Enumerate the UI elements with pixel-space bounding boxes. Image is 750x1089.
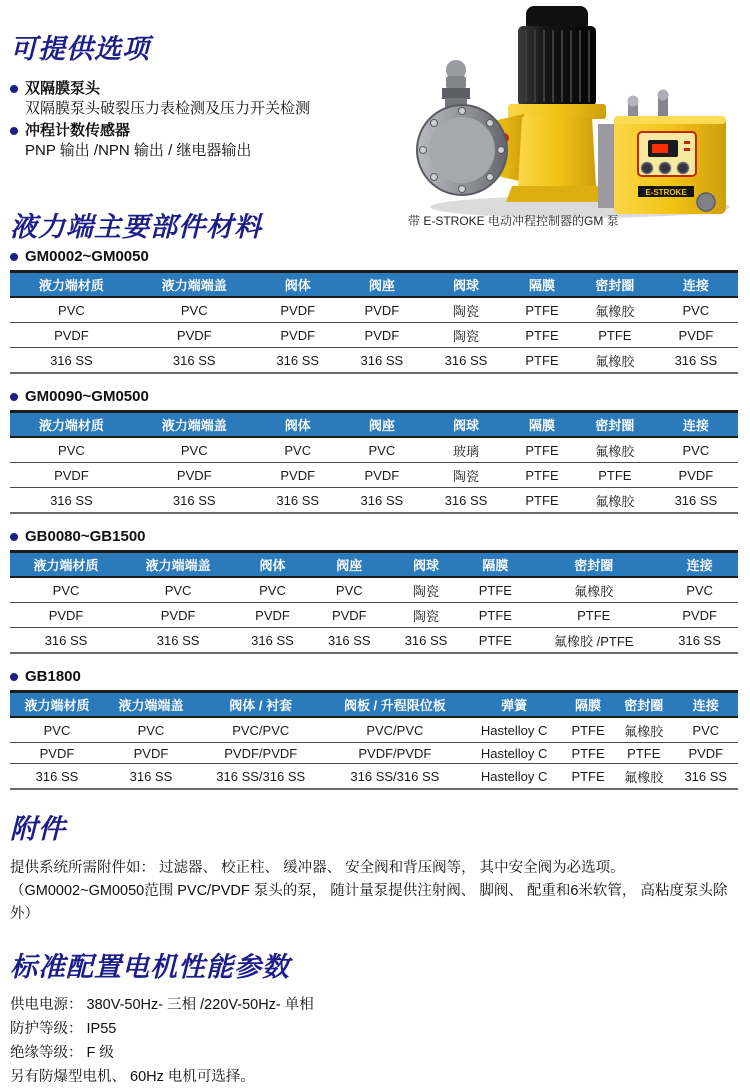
pump-base	[506, 186, 608, 202]
material-cell: Hastelloy C	[466, 743, 562, 764]
table-model-text: GM0090~GM0500	[25, 388, 149, 406]
bottom-gland	[697, 193, 715, 211]
valve-nut	[446, 76, 466, 89]
bullet-icon	[10, 127, 18, 135]
option-item	[10, 121, 410, 161]
header-cell: 液力端端盖	[104, 692, 198, 718]
accessories-line: （GM0002~GM0050范围 PVC/PVDF 泵头的泵， 随计量泵提供注射阀、 脚阀、 配重和6米软管， 高粘度泵头除外）	[10, 883, 728, 923]
materials-table-block	[10, 668, 740, 790]
table-row	[10, 437, 738, 463]
header-cell: 液力端材质	[10, 692, 104, 718]
header-cell: 隔膜	[464, 552, 526, 578]
table-model-label	[10, 388, 740, 405]
material-cell: PVDF	[340, 463, 424, 488]
material-cell: 陶瓷	[424, 463, 508, 488]
material-cell: 陶瓷	[388, 603, 465, 628]
material-cell: PVC	[654, 437, 738, 463]
table-model-label	[10, 248, 740, 265]
material-cell: 316 SS	[340, 348, 424, 374]
material-cell: 316 SS	[10, 764, 104, 790]
material-cell: 316 SS/316 SS	[324, 764, 467, 790]
material-cell: PVC	[234, 577, 311, 603]
bullet-icon	[10, 253, 18, 261]
material-cell: PVC	[654, 297, 738, 323]
materials-table-block	[10, 528, 740, 654]
option-label: 双隔膜泵头	[25, 80, 101, 98]
material-cell: PVDF	[340, 297, 424, 323]
options-section	[10, 34, 410, 163]
material-cell: PVDF	[654, 323, 738, 348]
mount-plate	[598, 124, 616, 208]
material-cell: 316 SS	[311, 628, 388, 654]
material-cell: 氟橡胶	[526, 577, 661, 603]
material-cell: PTFE	[562, 764, 614, 790]
header-cell: 隔膜	[508, 412, 576, 438]
header-cell: 连接	[654, 272, 738, 298]
option-detail: PNP 输出 /NPN 输出 / 继电器输出	[25, 142, 252, 160]
accessories-section	[10, 814, 740, 926]
material-cell: 316 SS	[340, 488, 424, 514]
header-cell: 阀板 / 升程限位板	[324, 692, 467, 718]
material-cell: PVDF	[256, 463, 340, 488]
table-row	[10, 764, 738, 790]
header-cell: 阀座	[340, 272, 424, 298]
materials-section	[10, 212, 740, 790]
accessories-title: 附件	[10, 814, 66, 845]
material-cell: 陶瓷	[424, 323, 508, 348]
table-row	[10, 743, 738, 764]
header-cell: 密封圈	[576, 412, 654, 438]
pump-photo	[400, 0, 750, 229]
material-cell: PVDF/PVDF	[324, 743, 467, 764]
materials-table-block	[10, 388, 740, 514]
brand-label: E-STROKE	[645, 188, 687, 197]
material-cell: 陶瓷	[424, 297, 508, 323]
table-row	[10, 463, 738, 488]
bullet-icon	[10, 85, 18, 93]
material-cell: PTFE	[576, 323, 654, 348]
materials-table	[10, 410, 738, 514]
table-row	[10, 717, 738, 743]
material-cell: 316 SS	[10, 488, 133, 514]
material-cell: 316 SS	[256, 348, 340, 374]
options-title: 可提供选项	[10, 34, 150, 64]
material-cell: PVDF	[311, 603, 388, 628]
material-cell: 陶瓷	[388, 577, 465, 603]
pump-caption: 带 E-STROKE 电动冲程控制器的GM 泵	[408, 214, 619, 228]
table-row	[10, 577, 738, 603]
material-cell: 316 SS	[133, 348, 256, 374]
table-model-text: GM0002~GM0050	[25, 248, 149, 266]
header-cell: 液力端端盖	[133, 412, 256, 438]
materials-tables	[10, 248, 740, 790]
motor-section	[10, 952, 740, 1089]
header-cell: 阀体	[256, 412, 340, 438]
material-cell: PTFE	[508, 323, 576, 348]
material-cell: 316 SS	[674, 764, 738, 790]
material-cell: 316 SS	[234, 628, 311, 654]
cable-gland-top	[658, 90, 669, 101]
motor-spec-line: 供电电源： 380V-50Hz- 三相 /220V-50Hz- 单相	[10, 997, 314, 1014]
header-cell: 阀座	[340, 412, 424, 438]
material-cell: PTFE	[526, 603, 661, 628]
material-cell: PVDF	[10, 743, 104, 764]
materials-table-block	[10, 248, 740, 374]
material-cell: PTFE	[508, 488, 576, 514]
material-cell: 氟橡胶	[576, 437, 654, 463]
material-cell: PVC	[10, 577, 122, 603]
panel-mark	[684, 148, 690, 151]
table-row	[10, 297, 738, 323]
header-cell: 弹簧	[466, 692, 562, 718]
material-cell: 316 SS	[10, 348, 133, 374]
materials-title: 液力端主要部件材料	[10, 212, 262, 242]
header-cell: 阀体	[256, 272, 340, 298]
material-cell: PVDF/PVDF	[198, 743, 324, 764]
material-cell: 氟橡胶	[614, 764, 674, 790]
material-cell: 316 SS	[424, 348, 508, 374]
option-detail: 双隔膜泵头破裂压力表检测及压力开关检测	[25, 100, 311, 118]
header-cell: 阀体 / 衬套	[198, 692, 324, 718]
material-cell: PVC	[661, 577, 738, 603]
material-cell: PVDF	[340, 323, 424, 348]
material-cell: PVC	[340, 437, 424, 463]
materials-table	[10, 690, 738, 790]
material-cell: PVDF	[256, 323, 340, 348]
material-cell: 氟橡胶	[576, 488, 654, 514]
header-cell: 密封圈	[526, 552, 661, 578]
header-cell: 连接	[661, 552, 738, 578]
material-cell: 316 SS	[122, 628, 234, 654]
material-cell: 316 SS	[388, 628, 465, 654]
header-cell: 隔膜	[508, 272, 576, 298]
material-cell: PTFE	[562, 743, 614, 764]
option-label: 冲程计数传感器	[25, 122, 131, 140]
material-cell: PTFE	[464, 577, 526, 603]
material-cell: PVDF	[674, 743, 738, 764]
material-cell: PVC	[10, 437, 133, 463]
material-cell: PVDF	[104, 743, 198, 764]
table-header-row	[10, 272, 738, 298]
material-cell: PVC	[104, 717, 198, 743]
table-model-text: GB0080~GB1500	[25, 528, 146, 546]
header-cell: 阀体	[234, 552, 311, 578]
material-cell: 316 SS	[654, 348, 738, 374]
header-cell: 液力端材质	[10, 552, 122, 578]
header-cell: 密封圈	[576, 272, 654, 298]
materials-table	[10, 270, 738, 374]
material-cell: PVC	[311, 577, 388, 603]
motor-body	[518, 26, 596, 106]
material-cell: PVDF	[10, 463, 133, 488]
material-cell: Hastelloy C	[466, 764, 562, 790]
table-header-row	[10, 412, 738, 438]
bullet-icon	[10, 533, 18, 541]
material-cell: PVDF	[661, 603, 738, 628]
header-cell: 连接	[654, 412, 738, 438]
header-cell: 隔膜	[562, 692, 614, 718]
diaphragm-head-inner	[429, 117, 495, 183]
table-header-row	[10, 692, 738, 718]
pump-illustration	[400, 0, 750, 218]
header-cell: 阀球	[424, 272, 508, 298]
material-cell: 316 SS	[661, 628, 738, 654]
material-cell: 316 SS	[133, 488, 256, 514]
material-cell: PVDF	[133, 323, 256, 348]
motor-spec-line: 另有防爆型电机、 60Hz 电机可选择。	[10, 1069, 255, 1086]
controller-box-top	[614, 116, 726, 124]
material-cell: PVC	[674, 717, 738, 743]
material-cell: PVC	[10, 297, 133, 323]
motor-spec-line: 绝缘等级： F 级	[10, 1045, 114, 1062]
material-cell: PVC/PVC	[324, 717, 467, 743]
header-cell: 液力端材质	[10, 272, 133, 298]
material-cell: 316 SS	[256, 488, 340, 514]
material-cell: 316 SS/316 SS	[198, 764, 324, 790]
material-cell: PTFE	[562, 717, 614, 743]
material-cell: PVDF	[234, 603, 311, 628]
header-cell: 阀球	[424, 412, 508, 438]
material-cell: 玻璃	[424, 437, 508, 463]
motor-spec-line: 防护等级： IP55	[10, 1021, 117, 1038]
header-cell: 密封圈	[614, 692, 674, 718]
table-model-text: GB1800	[25, 668, 81, 686]
panel-buttons	[642, 163, 689, 174]
table-model-label	[10, 528, 740, 545]
cable-gland-top	[628, 96, 639, 107]
material-cell: PVDF	[256, 297, 340, 323]
material-cell: PTFE	[614, 743, 674, 764]
pump-body	[518, 117, 596, 186]
material-cell: PVC/PVC	[198, 717, 324, 743]
header-cell: 连接	[674, 692, 738, 718]
material-cell: PVDF	[10, 323, 133, 348]
table-row	[10, 323, 738, 348]
valve-body	[442, 88, 470, 99]
material-cell: PTFE	[508, 463, 576, 488]
material-cell: PTFE	[576, 463, 654, 488]
table-row	[10, 488, 738, 514]
led-digits-glow	[652, 144, 668, 153]
material-cell: PVDF	[133, 463, 256, 488]
table-row	[10, 603, 738, 628]
material-cell: PVDF	[10, 603, 122, 628]
material-cell: PTFE	[464, 628, 526, 654]
table-row	[10, 348, 738, 374]
header-cell: 阀球	[388, 552, 465, 578]
material-cell: PTFE	[508, 437, 576, 463]
table-header-row	[10, 552, 738, 578]
header-cell: 液力端端盖	[133, 272, 256, 298]
header-cell: 液力端材质	[10, 412, 133, 438]
material-cell: PVC	[133, 297, 256, 323]
material-cell: 氟橡胶	[614, 717, 674, 743]
material-cell: PTFE	[464, 603, 526, 628]
material-cell: 氟橡胶	[576, 348, 654, 374]
panel-mark	[684, 141, 690, 144]
material-cell: 氟橡胶	[576, 297, 654, 323]
bullet-icon	[10, 673, 18, 681]
option-label-row	[10, 121, 410, 141]
option-item	[10, 79, 410, 119]
material-cell: PTFE	[508, 297, 576, 323]
materials-table	[10, 550, 738, 654]
material-cell: 316 SS	[424, 488, 508, 514]
material-cell: PVC	[122, 577, 234, 603]
header-cell: 阀座	[311, 552, 388, 578]
material-cell: PTFE	[508, 348, 576, 374]
table-row	[10, 628, 738, 654]
material-cell: PVC	[10, 717, 104, 743]
material-cell: PVDF	[122, 603, 234, 628]
material-cell: 316 SS	[654, 488, 738, 514]
bullet-icon	[10, 393, 18, 401]
material-cell: 316 SS	[104, 764, 198, 790]
header-cell: 液力端端盖	[122, 552, 234, 578]
table-model-label	[10, 668, 740, 685]
material-cell: Hastelloy C	[466, 717, 562, 743]
material-cell: PVC	[133, 437, 256, 463]
material-cell: 316 SS	[10, 628, 122, 654]
material-cell: PVDF	[654, 463, 738, 488]
option-label-row	[10, 79, 410, 99]
material-cell: 氟橡胶 /PTFE	[526, 628, 661, 654]
motor-title: 标准配置电机性能参数	[10, 952, 290, 983]
material-cell: PVC	[256, 437, 340, 463]
accessories-line: 提供系统所需附件如： 过滤器、 校正柱、 缓冲器、 安全阀和背压阀等， 其中安全阀为必选项。	[10, 860, 625, 877]
